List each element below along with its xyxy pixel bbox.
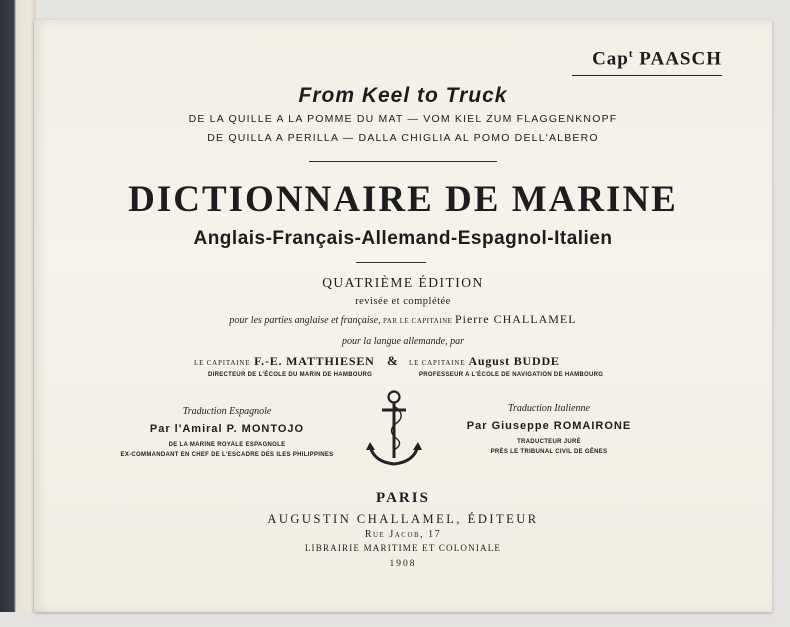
author-underline [572,75,722,76]
divider-rule [309,161,497,162]
subtitle-translations-line-1: DE LA QUILLE A LA POMME DU MAT — VOM KIEL ZUM FLAGGENKNOPF [188,113,618,125]
imprint-address: Rue Jacob, 17 [364,529,442,540]
author-prefix: Cap [592,48,629,70]
main-title: DICTIONNAIRE DE MARINE [128,179,678,220]
contributor-right [409,354,560,369]
italian-line-2: PRÈS LE TRIBUNAL CIVIL DE GÊNES [490,449,608,455]
languages-line: Anglais-Français-Allemand-Espagnol-Italien [193,228,613,249]
book-cover-edge [0,0,36,612]
french-english-pre: pour les parties anglaise et française, [229,315,381,326]
german-intro: pour la langue allemande, par [342,336,464,347]
author-surname: PAASCH [639,48,722,70]
spanish-heading: Traduction Espagnole [182,406,272,417]
edition-line: QUATRIÈME ÉDITION [322,275,484,290]
imprint-year: 1908 [389,559,417,569]
revised-line: revisée et complétée [355,296,451,307]
french-english-name: Pierre CHALLAMEL [454,312,577,326]
contributor-right-name: August BUDDE [468,354,560,368]
french-english-mid: PAR LE CAPITAINE [383,317,453,325]
contributor-right-role: PROFESSEUR A L'ÉCOLE DE NAVIGATION DE HAMBOURG [419,372,604,378]
italian-heading: Traduction Italienne [508,403,590,414]
imprint-city: PARIS [376,490,430,506]
subtitle-translations-line-2: DE QUILLA A PERILLA — DALLA CHIGLIA AL POMO DELL'ALBERO [207,132,599,144]
english-subtitle: From Keel to Truck [298,84,508,107]
contributor-right-title: LE CAPITAINE [409,359,466,367]
spanish-line-1: DE LA MARINE ROYALE ESPAGNOLE [168,442,286,448]
contributor-left-title: LE CAPITAINE [194,359,251,367]
italian-line-1: TRADUCTEUR JURÉ [517,439,581,445]
title-page [34,20,772,612]
contributor-left-name: F.-E. MATTHIESEN [254,354,375,368]
author-prefix-sup: t [628,48,634,60]
french-english-credit [34,312,772,327]
contributor-left-role: DIRECTEUR DE L'ÉCOLE DU MARIN DE HAMBOURG [208,372,373,378]
ampersand: & [387,353,398,368]
imprint-shop: LIBRAIRIE MARITIME ET COLONIALE [304,543,502,553]
spanish-translator: Par l'Amiral P. MONTOJO [149,423,305,435]
author-name [592,48,722,70]
imprint-publisher: AUGUSTIN CHALLAMEL, ÉDITEUR [267,512,539,526]
anchor-icon [364,388,424,473]
italian-translator: Par Giuseppe ROMAIRONE [466,420,632,432]
spanish-line-2: EX-COMMANDANT EN CHEF DE L'ESCADRE DES ILES PHILIPPINES [120,452,334,458]
ornament-rule [356,262,426,263]
contributor-left [194,354,375,369]
